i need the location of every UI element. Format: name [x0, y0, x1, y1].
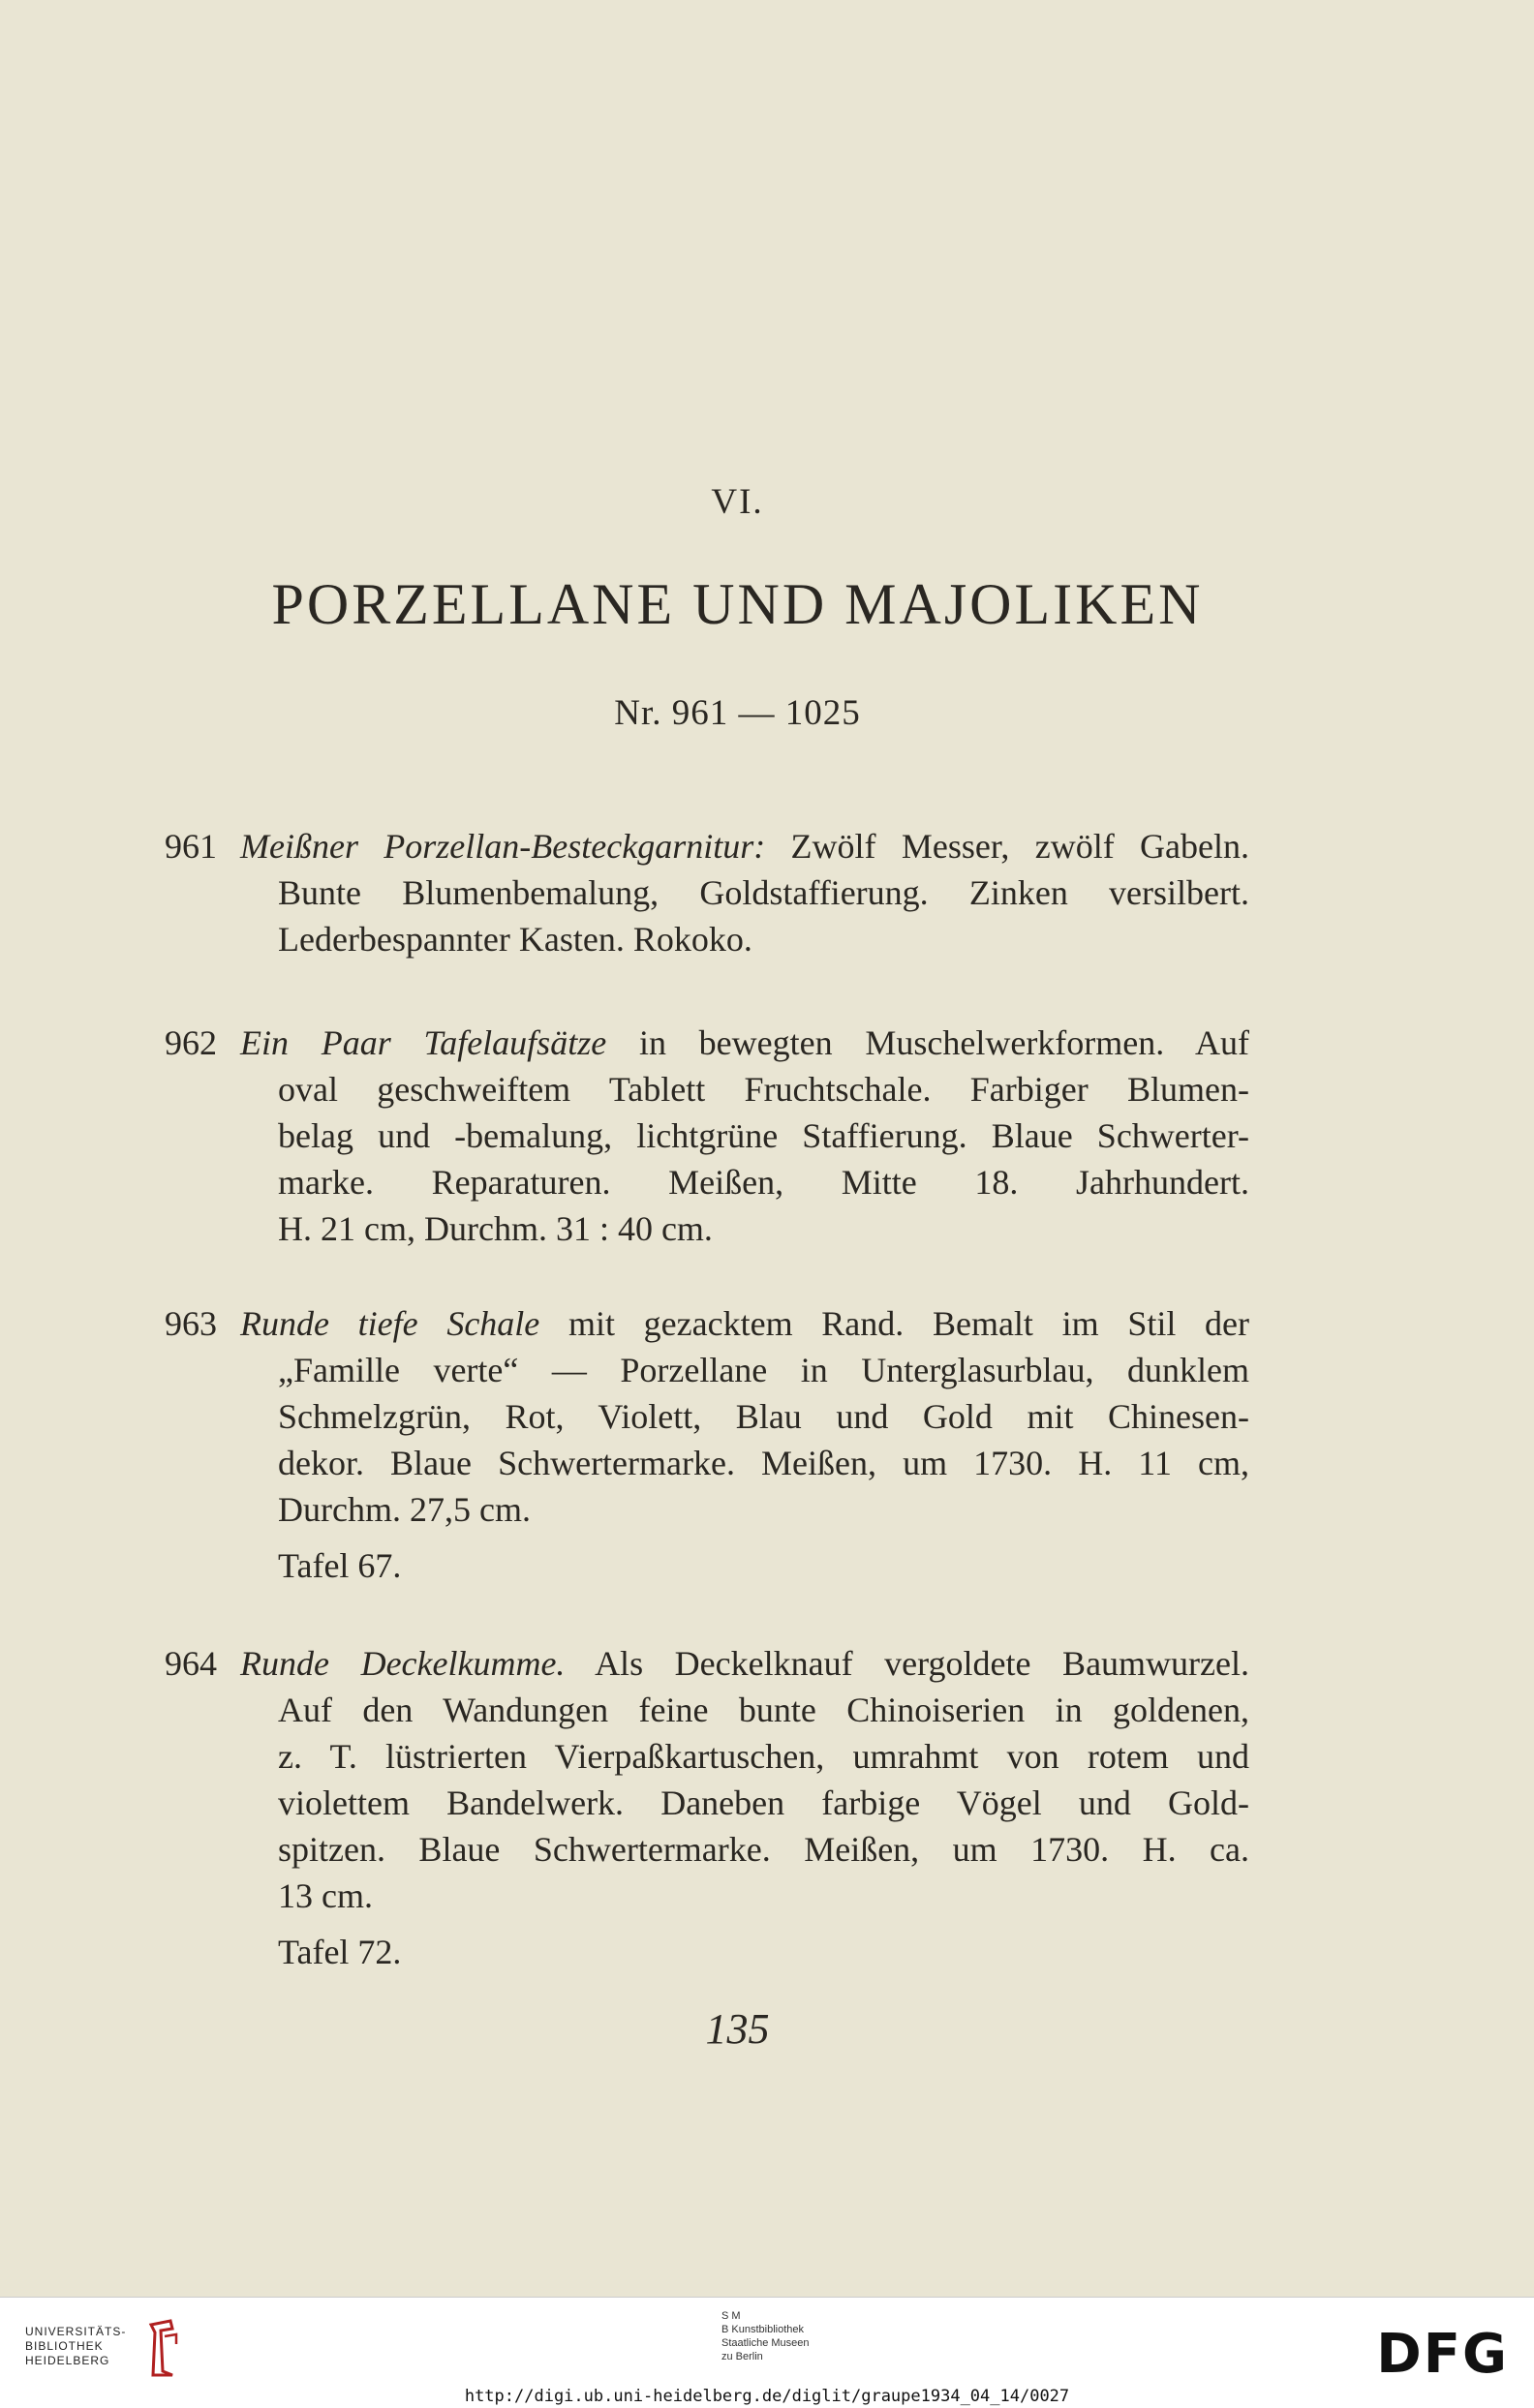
entry-text-line: Durchm. 27,5 cm.	[278, 1490, 531, 1529]
source-url-link[interactable]: http://digi.ub.uni-heidelberg.de/diglit/graupe1934_04_14/0027	[464, 2387, 1070, 2406]
catalog-entry-964	[165, 1640, 1249, 1975]
logo-line: UNIVERSITÄTS-	[25, 2325, 127, 2338]
chapter-number: VI.	[711, 482, 764, 522]
logo-line: S M	[721, 2310, 741, 2322]
entry-number: 964	[165, 1644, 217, 1683]
entry-text-line: Schmelzgrün, Rot, Violett, Blau und Gold mit Chinesen-	[278, 1397, 1249, 1436]
entry-text-line: marke. Reparaturen. Meißen, Mitte 18. Jahrhundert.	[278, 1163, 1249, 1202]
entry-title: Runde tiefe Schale	[240, 1304, 540, 1343]
number-range: Nr. 961 — 1025	[614, 693, 861, 733]
entry-text-line: Als Deckelknauf vergoldete Baumwurzel.	[595, 1644, 1249, 1683]
plate-reference: Tafel 67.	[278, 1546, 402, 1585]
university-library-logo[interactable]	[25, 2325, 126, 2368]
page-number: 135	[705, 2005, 770, 2053]
plate-reference: Tafel 72.	[278, 1933, 402, 1971]
entry-number: 961	[165, 827, 217, 866]
entry-title: Meißner Porzellan-Besteckgarnitur:	[240, 827, 766, 866]
entry-text-line: oval geschweiftem Tablett Fruchtschale. Farbiger Blumen-	[278, 1070, 1249, 1109]
entry-number: 963	[165, 1304, 217, 1343]
entry-title: Ein Paar Tafelaufsätze	[240, 1023, 607, 1062]
entry-text-line: 13 cm.	[278, 1876, 373, 1915]
entry-text-line: violettem Bandelwerk. Daneben farbige Vögel und Gold-	[278, 1783, 1249, 1822]
catalog-entry-962	[165, 1020, 1249, 1252]
entry-text-line: H. 21 cm, Durchm. 31 : 40 cm.	[278, 1209, 713, 1248]
logo-line: BIBLIOTHEK	[25, 2339, 104, 2353]
entry-text-line: mit gezacktem Rand. Bemalt im Stil der	[568, 1304, 1250, 1343]
logo-line: Staatliche Museen	[721, 2337, 810, 2349]
entry-text-line: Bunte Blumenbemalung, Goldstaffierung. Zinken versilbert.	[278, 873, 1249, 912]
catalog-entry-963	[165, 1300, 1249, 1589]
entry-text-line: Zwölf Messer, zwölf Gabeln.	[790, 827, 1249, 866]
entry-text-line: dekor. Blaue Schwertermarke. Meißen, um 1730. H. 11 cm,	[278, 1444, 1249, 1482]
entry-text-line: z. T. lüstrierten Vierpaßkartuschen, umrahmt von rotem und	[278, 1737, 1249, 1776]
smb-kunstbibliothek-logo[interactable]	[721, 2309, 810, 2363]
entry-text-line: Auf den Wandungen feine bunte Chinoiserien in goldenen,	[278, 1691, 1249, 1729]
entry-text-line: Lederbespannter Kasten. Rokoko.	[278, 920, 752, 959]
chapter-title: PORZELLANE UND MAJOLIKEN	[271, 572, 1204, 636]
entry-text-line: in bewegten Muschelwerkformen. Auf	[638, 1023, 1250, 1062]
logo-line: HEIDELBERG	[25, 2354, 110, 2367]
logo-line: B Kunstbibliothek	[721, 2324, 804, 2335]
entry-number: 962	[165, 1023, 217, 1062]
entry-text-line: spitzen. Blaue Schwertermarke. Meißen, um 1730. H. ca.	[278, 1830, 1249, 1869]
catalog-entry-961	[165, 823, 1249, 962]
digitization-footer	[0, 2297, 1534, 2408]
dfg-logo[interactable]: DFG	[1376, 2323, 1509, 2386]
entry-title: Runde Deckelkumme.	[240, 1644, 566, 1683]
logo-line: zu Berlin	[721, 2351, 763, 2362]
university-seal-icon	[143, 2319, 182, 2377]
entry-text-line: „Famille verte“ — Porzellane in Unterglasurblau, dunklem	[278, 1351, 1249, 1389]
entry-text-line: belag und -bemalung, lichtgrüne Staffierung. Blaue Schwerter-	[278, 1116, 1249, 1155]
